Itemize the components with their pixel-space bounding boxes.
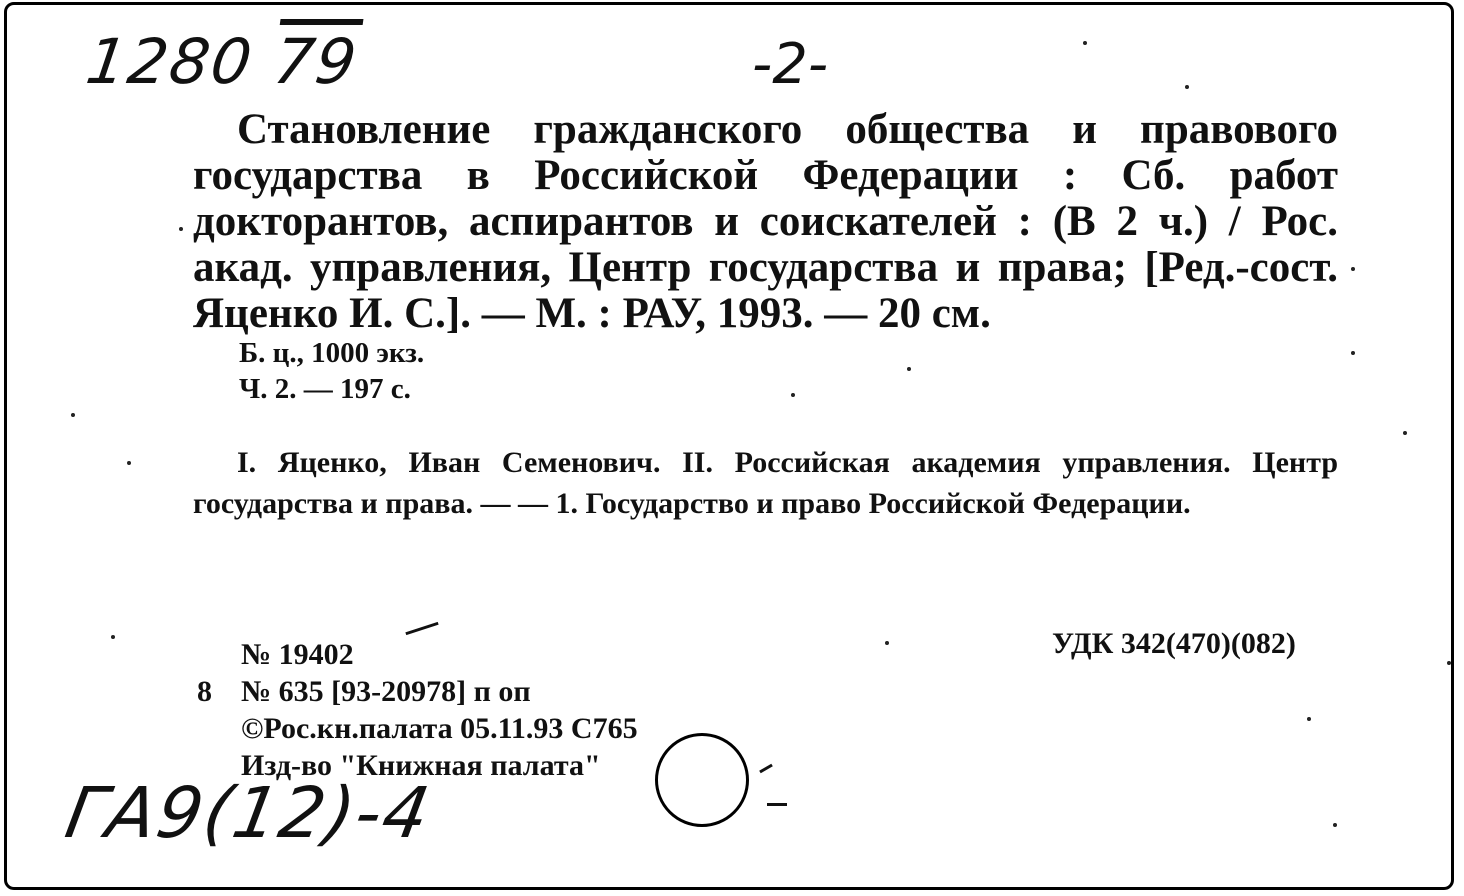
speck: [1307, 717, 1311, 721]
speck: [1185, 85, 1189, 89]
catalog-card: [4, 2, 1454, 890]
page-number: -2-: [752, 32, 829, 97]
speck: [1447, 661, 1451, 665]
copies-count: 8: [197, 675, 212, 708]
handwritten-shelf-mark: ГА9(12)-4: [59, 772, 438, 854]
pen-stroke: [405, 622, 438, 635]
bibliographic-description: Становление гражданского общества и правового государства в Российской Федерации : Сб. работ докторантов, аспирантов и соискателей : (В 2 ч.) / Рос. акад. управления, Центр государства и права; [Ред.-сост. Яценко И. С.]. — М. : РАУ, 1993. — 20 см.: [193, 106, 1338, 337]
udk-classification: УДК 342(470)(082): [1052, 627, 1296, 660]
part-pages: Ч. 2. — 197 с.: [239, 373, 411, 405]
handwritten-overlined-number: 79: [269, 25, 363, 98]
speck: [885, 641, 889, 645]
speck: [791, 393, 795, 397]
registration-block: [197, 636, 638, 784]
registration-number-row: [197, 636, 638, 673]
speck: [71, 413, 75, 417]
speck: [127, 461, 131, 465]
registration-number: № 19402: [241, 638, 354, 671]
speck: [907, 367, 911, 371]
speck: [1403, 431, 1407, 435]
tracing-entries: I. Яценко, Иван Семенович. II. Российская академия управления. Центр государства и права. — — 1. Государство и право Российской Федерации.: [193, 446, 1338, 520]
pen-stroke: [767, 803, 787, 806]
speck: [1333, 823, 1337, 827]
handwritten-call-number: [82, 27, 362, 97]
price-circulation: Б. ц., 1000 экз.: [239, 337, 425, 369]
punched-hole: [655, 733, 749, 827]
speck: [1351, 267, 1355, 271]
order-number: № 635 [93-20978] п оп: [241, 675, 531, 708]
order-row: [197, 673, 638, 710]
speck: [1351, 351, 1355, 355]
copyright-line: ©Рос.кн.палата 05.11.93 С765: [241, 712, 638, 745]
copyright-row: [197, 710, 638, 747]
pen-stroke: [759, 764, 773, 774]
handwritten-number: 1280: [81, 25, 258, 98]
speck: [1083, 41, 1087, 45]
physical-details: [239, 335, 424, 407]
publisher-line: Изд-во "Книжная палата": [241, 749, 601, 782]
speck: [111, 635, 115, 639]
speck: [179, 227, 183, 231]
